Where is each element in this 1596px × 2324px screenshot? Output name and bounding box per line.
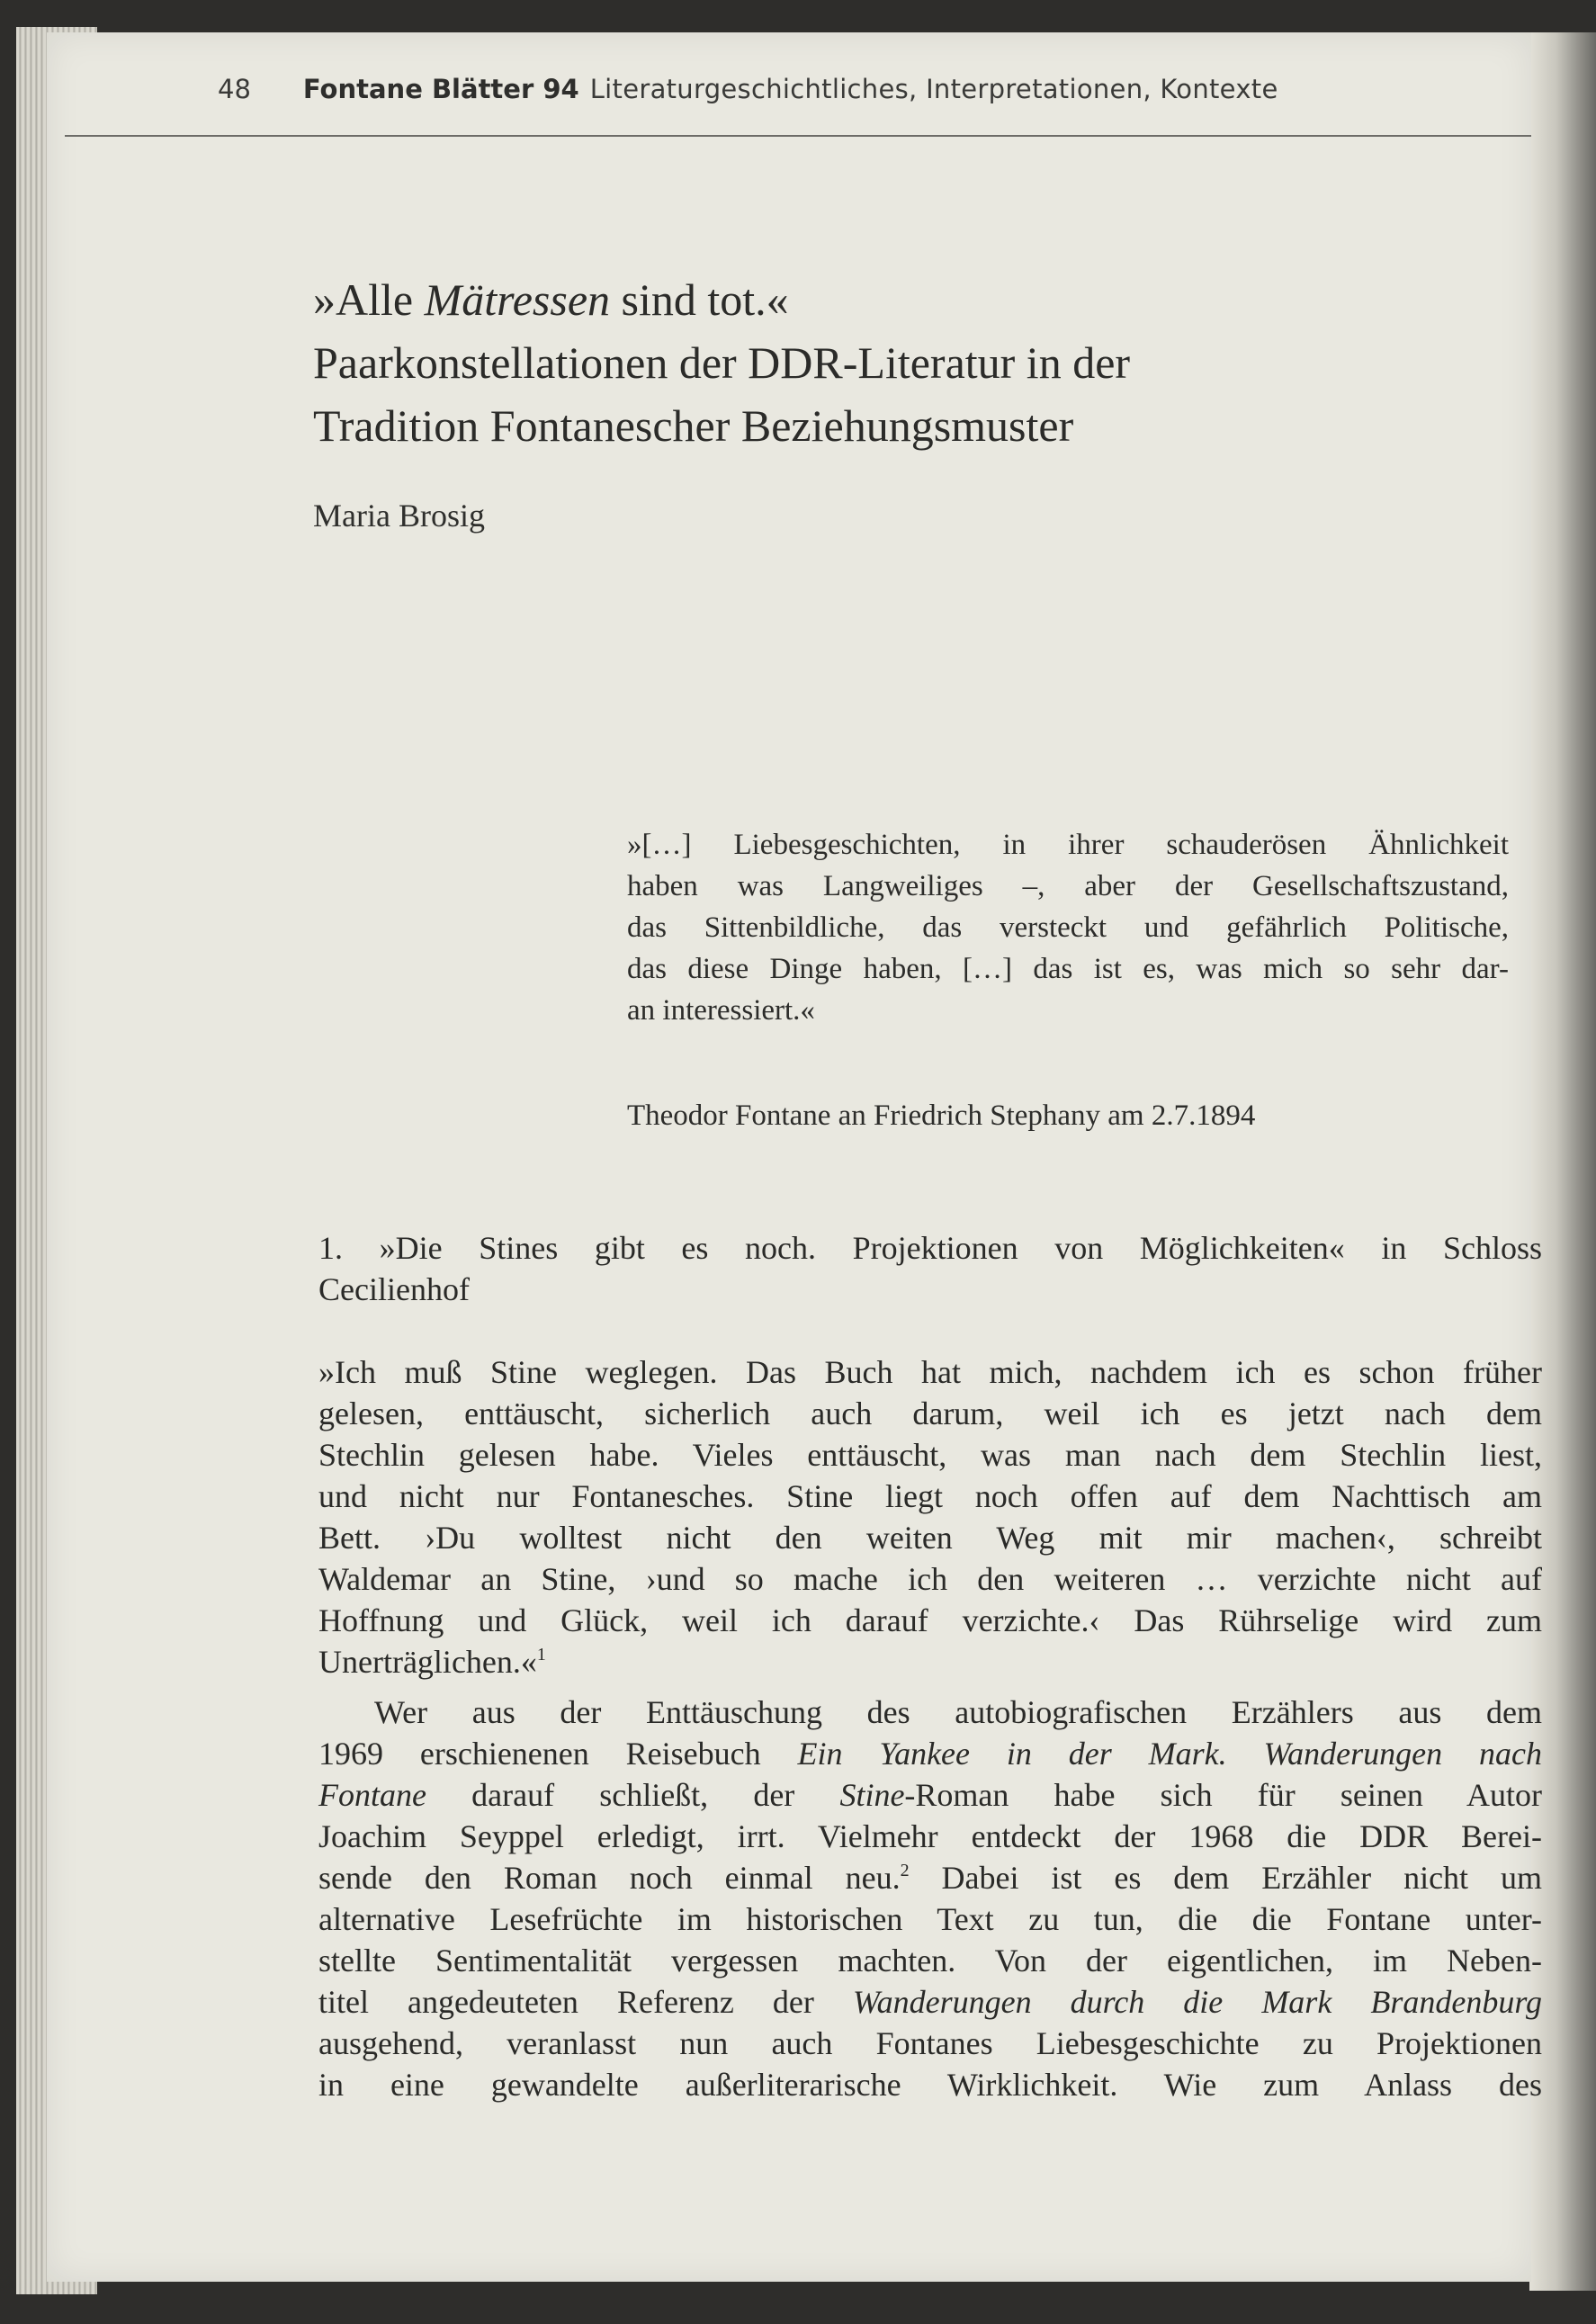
paragraph-line: stellte Sentimentalität vergessen machten. Von der eigentlichen, im Neben- — [318, 1943, 1542, 1979]
epigraph-source: Theodor Fontane an Friedrich Stephany am 2.7.1894 — [627, 1099, 1256, 1132]
footnote-marker: 1 — [536, 1645, 546, 1664]
book-title-italic: Wanderungen durch die Mark Brandenburg — [852, 1984, 1542, 2020]
running-header — [218, 74, 1278, 128]
quote-line: Stechlin gelesen habe. Vieles enttäuscht, was man nach dem Stechlin liest, — [318, 1437, 1542, 1473]
title-line-1 — [313, 268, 1393, 331]
quote-line: Hoffnung und Glück, weil ich darauf verzichte.‹ Das Rührselige wird zum — [318, 1602, 1542, 1638]
title-text: sind tot.« — [610, 274, 789, 325]
body-paragraph — [318, 1691, 1542, 2105]
paragraph-line — [318, 1981, 1542, 2023]
epigraph-line: das Sittenbildliche, das versteckt und gefährlich Politische, — [627, 911, 1509, 944]
epigraph-line: das diese Dinge haben, […] das ist es, was mich so sehr dar- — [627, 953, 1509, 985]
quote-line: gelesen, enttäuscht, sicherlich auch darum, weil ich es jetzt nach dem — [318, 1395, 1542, 1431]
paragraph-line: Joachim Seyppel erledigt, irrt. Vielmehr entdeckt der 1968 die DDR Berei- — [318, 1818, 1542, 1854]
heading-line: 1. »Die Stines gibt es noch. Projektionen von Möglichkeiten« in Schloss — [318, 1230, 1542, 1266]
quote-line: Waldemar an Stine, ›und so mache ich den weiteren … verzichte nicht auf — [318, 1561, 1542, 1597]
book-title-italic: Stine — [839, 1777, 905, 1813]
book-title-italic: Fontane — [318, 1777, 426, 1813]
author-name: Maria Brosig — [313, 498, 485, 534]
page-number: 48 — [218, 74, 251, 104]
title-italic: Mätressen — [424, 274, 611, 325]
quote-line — [318, 1641, 1542, 1682]
paragraph-text: sende den Roman noch einmal neu. — [318, 1860, 901, 1896]
section-label: Literaturgeschichtliches, Interpretationen, Kontexte — [589, 74, 1278, 104]
quote-line: »Ich muß Stine weglegen. Das Buch hat mich, nachdem ich es schon früher — [318, 1354, 1542, 1390]
paragraph-line: Wer aus der Enttäuschung des autobiografischen Erzählers aus dem — [374, 1694, 1542, 1730]
paragraph-line — [318, 1857, 1542, 1898]
paragraph-text: -Roman habe sich für seinen Autor — [904, 1777, 1543, 1813]
paragraph-text: 1969 erschienenen Reisebuch — [318, 1736, 798, 1772]
title-text: »Alle — [313, 274, 425, 325]
paragraph-text: Dabei ist es dem Erzähler nicht um — [909, 1860, 1543, 1896]
block-quote — [318, 1351, 1542, 1682]
heading-line: Cecilienhof — [318, 1271, 470, 1307]
paragraph-text: titel angedeuteten Referenz der — [318, 1984, 853, 2020]
document-page — [47, 32, 1543, 2282]
epigraph-line: »[…] Liebesgeschichten, in ihrer schauderösen Ähnlichkeit — [627, 829, 1509, 861]
paragraph-line: in eine gewandelte außerliterarische Wirklichkeit. Wie zum Anlass des — [318, 2067, 1542, 2103]
title-line-2: Paarkonstellationen der DDR-Literatur in der — [313, 337, 1131, 388]
paragraph-text: darauf schließt, der — [426, 1777, 840, 1813]
quote-line: Bett. ›Du wolltest nicht den weiten Weg mit mir machen‹, schreibt — [318, 1520, 1542, 1556]
epigraph — [627, 824, 1509, 1031]
book-title-italic: Ein Yankee in der Mark. Wanderungen nach — [797, 1736, 1542, 1772]
paragraph-line — [318, 1774, 1542, 1816]
epigraph-line: an interessiert.« — [627, 994, 815, 1027]
paragraph-line: ausgehend, veranlasst nun auch Fontanes Liebesgeschichte zu Projektionen — [318, 2025, 1542, 2061]
journal-title: Fontane Blätter 94 — [302, 74, 579, 104]
paragraph-line: alternative Lesefrüchte im historischen Text zu tun, die die Fontane unter- — [318, 1901, 1542, 1937]
epigraph-line: haben was Langweiliges –, aber der Gesellschaftszustand, — [627, 870, 1509, 902]
header-rule — [65, 135, 1531, 137]
article-title — [313, 268, 1393, 457]
title-line-3: Tradition Fontanescher Beziehungsmuster — [313, 400, 1074, 451]
section-heading — [318, 1227, 1542, 1310]
paragraph-line — [318, 1733, 1542, 1774]
footnote-marker: 2 — [900, 1861, 910, 1880]
quote-line: und nicht nur Fontanesches. Stine liegt noch offen auf dem Nachttisch am — [318, 1478, 1542, 1514]
quote-text: Unerträglichen.« — [318, 1644, 537, 1680]
